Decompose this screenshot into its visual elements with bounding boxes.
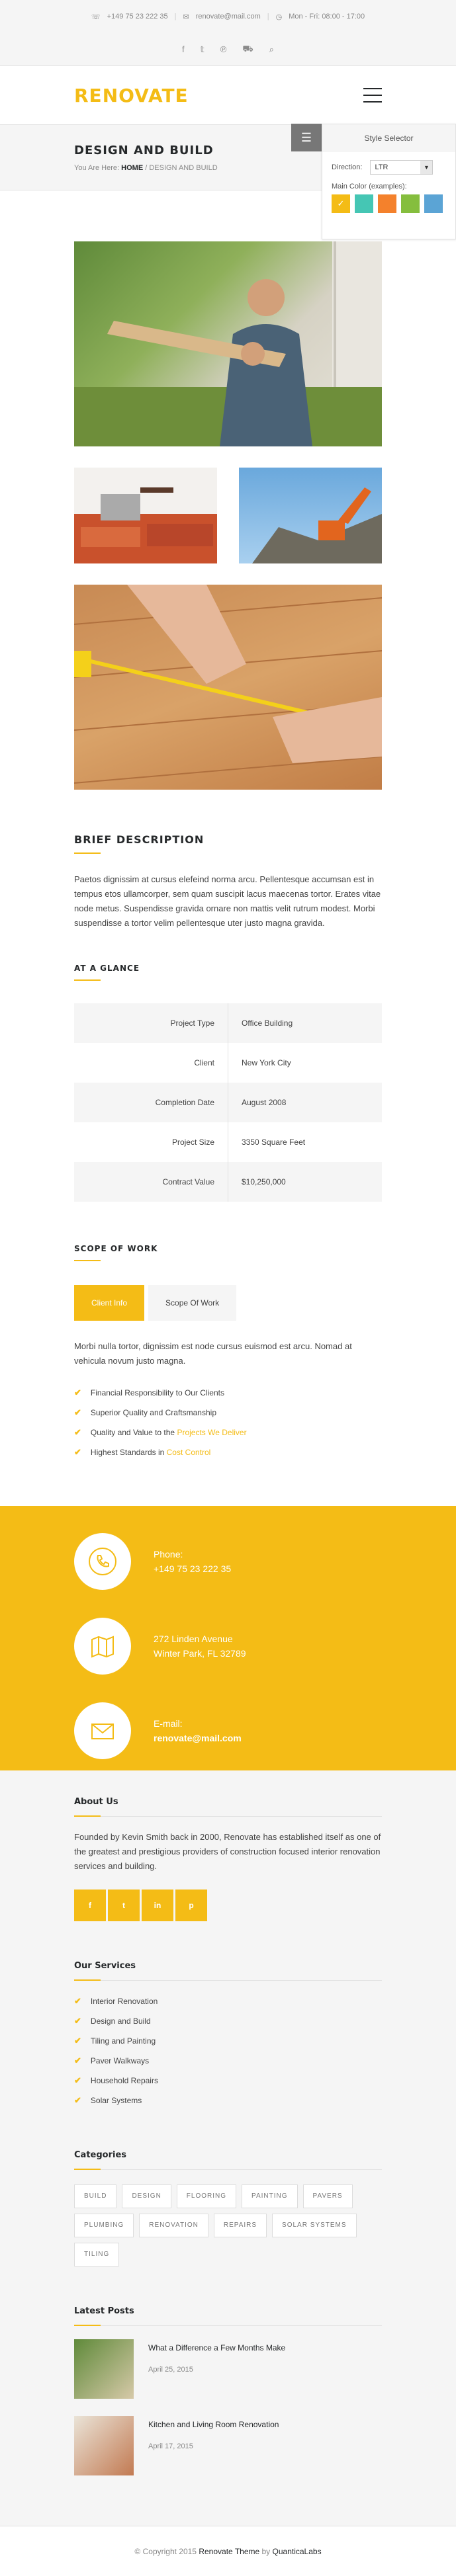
twitter-icon[interactable]: 𝕥 xyxy=(200,44,205,54)
style-selector-title: Style Selector xyxy=(322,124,455,152)
check-icon: ✔ xyxy=(74,2095,81,2105)
envelope-icon xyxy=(74,1702,131,1759)
author-link[interactable]: QuanticaLabs xyxy=(272,2547,322,2556)
color-swatch-orange[interactable] xyxy=(378,194,396,213)
direction-select[interactable] xyxy=(370,160,433,175)
check-icon: ✔ xyxy=(74,1407,81,1417)
heading-underline xyxy=(74,979,101,981)
phone-icon: ☏ xyxy=(91,13,101,21)
footer xyxy=(0,1770,456,2526)
table-key: Completion Date xyxy=(74,1083,228,1122)
footer-social xyxy=(74,1890,382,1921)
contact-email xyxy=(74,1695,382,1766)
check-icon: ✔ xyxy=(74,1447,81,1457)
copyright-bar xyxy=(0,2526,456,2576)
direction-row xyxy=(322,152,455,175)
service-label: Design and Build xyxy=(90,2016,151,2026)
category-tag[interactable]: TILING xyxy=(74,2243,119,2266)
image-row xyxy=(74,468,382,563)
list-item xyxy=(74,1423,382,1442)
table-value: $10,250,000 xyxy=(228,1162,383,1202)
project-image-measuring xyxy=(74,585,382,790)
post-thumbnail[interactable] xyxy=(74,2416,134,2475)
post-date: April 17, 2015 xyxy=(148,2442,193,2450)
category-tag[interactable]: REPAIRS xyxy=(214,2214,267,2237)
project-image-excavator xyxy=(239,468,382,563)
table-value: 3350 Square Feet xyxy=(242,1138,306,1147)
contact-phone xyxy=(74,1526,382,1597)
project-image-bricks xyxy=(74,468,217,563)
color-swatch-blue[interactable] xyxy=(424,194,443,213)
style-selector-panel xyxy=(322,124,456,239)
table-key: Project Type xyxy=(74,1003,228,1043)
about-section xyxy=(74,1797,382,1921)
table-key: Project Size xyxy=(74,1122,228,1162)
table-row xyxy=(74,1043,382,1083)
list-item[interactable] xyxy=(74,2011,382,2031)
glance-table xyxy=(74,1003,382,1202)
check-icon: ✔ xyxy=(74,2056,81,2065)
service-label: Tiling and Painting xyxy=(90,2036,156,2046)
logo[interactable]: RENOVATE xyxy=(74,84,189,106)
carpenter-illustration xyxy=(74,241,382,446)
list-item-text: Financial Responsibility to Our Clients xyxy=(90,1388,224,1397)
pinterest-icon[interactable]: p xyxy=(175,1890,207,1921)
color-swatch-green[interactable] xyxy=(401,194,420,213)
project-image-carpenter xyxy=(74,241,382,446)
check-icon: ✔ xyxy=(74,1388,81,1397)
chevron-down-icon: ▼ xyxy=(420,161,432,174)
table-row xyxy=(74,1122,382,1162)
table-value: Office Building xyxy=(228,1003,383,1043)
search-icon[interactable]: ⌕ xyxy=(269,44,274,54)
check-icon: ✔ xyxy=(74,2075,81,2085)
brief-heading: BRIEF DESCRIPTION xyxy=(74,833,205,846)
category-tags xyxy=(74,2184,382,2266)
clock-icon: ◷ xyxy=(275,13,283,21)
phone-number[interactable]: +149 75 23 222 35 xyxy=(154,1563,232,1574)
copyright-text: © Copyright 2015 xyxy=(134,2547,199,2556)
category-tag[interactable]: RENOVATION xyxy=(139,2214,208,2237)
copyright-by: by xyxy=(259,2547,273,2556)
linkedin-icon[interactable]: in xyxy=(142,1890,173,1921)
address-line1: 272 Linden Avenue xyxy=(154,1634,233,1644)
list-item xyxy=(74,1383,382,1403)
category-tag[interactable]: PAINTING xyxy=(242,2184,297,2208)
about-title: About Us xyxy=(74,1797,382,1817)
services-list xyxy=(74,1991,382,2110)
sliders-icon[interactable]: ☰ xyxy=(291,124,322,151)
phone-label: Phone: xyxy=(154,1549,183,1559)
divider: | xyxy=(174,13,177,21)
cost-control-link[interactable]: Cost Control xyxy=(166,1448,211,1457)
post-title[interactable]: What a Difference a Few Months Make xyxy=(148,2343,286,2352)
menu-icon[interactable] xyxy=(363,88,382,103)
email-label: E-mail: xyxy=(154,1718,183,1729)
category-tag[interactable]: DESIGN xyxy=(122,2184,171,2208)
breadcrumb-current: / DESIGN AND BUILD xyxy=(145,164,218,172)
map-icon xyxy=(74,1618,131,1675)
direction-label: Direction: xyxy=(332,163,363,171)
colors-label: Main Color (examples): xyxy=(332,183,407,190)
heading-underline xyxy=(74,852,101,854)
header xyxy=(0,66,456,124)
list-item-text: Superior Quality and Craftsmanship xyxy=(90,1408,216,1417)
phone-icon xyxy=(74,1533,131,1590)
post-title[interactable]: Kitchen and Living Room Renovation xyxy=(148,2420,279,2429)
post-item[interactable] xyxy=(74,2339,382,2403)
direction-value: LTR xyxy=(375,163,388,171)
mail-icon: ✉ xyxy=(183,13,189,21)
color-swatch-teal[interactable] xyxy=(355,194,373,213)
about-text: Founded by Kevin Smith back in 2000, Renovate has established itself as one of the greatest and prestigious providers of construction focused interior renovation services and building. xyxy=(74,1832,381,1871)
breadcrumb-prefix: You Are Here: xyxy=(74,164,120,172)
scope-checklist xyxy=(74,1383,382,1462)
table-value: New York City xyxy=(242,1058,291,1067)
scope-text: Morbi nulla tortor, dignissim est node cursus euismod est arcu. Nomad at vehicula novum justo magna. xyxy=(74,1341,352,1366)
breadcrumb-home[interactable]: HOME xyxy=(121,164,144,172)
brief-section xyxy=(74,833,382,931)
service-label: Interior Renovation xyxy=(90,1997,158,2006)
categories-section xyxy=(74,2150,382,2266)
scope-section xyxy=(74,1244,382,1462)
scope-heading: SCOPE OF WORK xyxy=(74,1244,158,1253)
facebook-icon[interactable]: f xyxy=(74,1890,106,1921)
table-key: Contract Value xyxy=(74,1162,228,1202)
page-title-bar xyxy=(0,124,456,208)
services-section xyxy=(74,1961,382,2110)
address-line2: Winter Park, FL 32789 xyxy=(154,1648,246,1659)
divider: | xyxy=(267,13,269,21)
service-label: Paver Walkways xyxy=(90,2056,150,2065)
category-tag[interactable]: FLOORING xyxy=(177,2184,236,2208)
category-tag[interactable]: SOLAR SYSTEMS xyxy=(272,2214,356,2237)
list-item-text: Highest Standards in xyxy=(90,1448,167,1457)
list-item[interactable] xyxy=(74,2051,382,2071)
pinterest-icon[interactable]: ℗ xyxy=(220,44,227,54)
service-label: Solar Systems xyxy=(90,2096,142,2105)
services-title: Our Services xyxy=(74,1961,382,1981)
contact-band xyxy=(0,1506,456,1770)
check-icon: ✔ xyxy=(74,1996,81,2006)
service-label: Household Repairs xyxy=(90,2076,158,2085)
twitter-icon[interactable]: t xyxy=(108,1890,140,1921)
list-item-text: Quality and Value to the xyxy=(90,1428,177,1437)
projects-link[interactable]: Projects We Deliver xyxy=(177,1428,247,1437)
table-row xyxy=(74,1162,382,1202)
main-content xyxy=(0,241,456,1462)
category-tag[interactable]: BUILD xyxy=(74,2184,116,2208)
topbar-email[interactable]: renovate@mail.com xyxy=(195,13,261,21)
table-row xyxy=(74,1003,382,1043)
table-value: August 2008 xyxy=(228,1083,383,1122)
email-address[interactable]: renovate@mail.com xyxy=(154,1733,242,1743)
glance-section xyxy=(74,964,382,1202)
latest-posts-section xyxy=(74,2306,382,2479)
cart-icon[interactable]: ⛟ xyxy=(242,43,253,54)
brief-text: Paetos dignissim at cursus elefeind norma arcu. Pellentesque accumsan est in tempus etos ullamcorper, sem quam suscipit lacus maecenas tortor. Erates vitae node metus. Suspendisse gravida ornare non mattis velit rutrum modest. Morbi suspendisse a tortor velim pellentesque uter justo magna gravida. xyxy=(74,874,381,928)
color-swatches xyxy=(322,194,455,213)
posts-title: Latest Posts xyxy=(74,2306,382,2326)
list-item[interactable] xyxy=(74,2091,382,2110)
page-title: DESIGN AND BUILD xyxy=(74,144,214,157)
post-thumbnail[interactable] xyxy=(74,2339,134,2399)
list-item xyxy=(74,1403,382,1423)
contact-address xyxy=(74,1610,382,1682)
list-item xyxy=(74,1442,382,1462)
topbar-hours: Mon - Fri: 08:00 - 17:00 xyxy=(289,13,365,21)
category-tag[interactable]: PLUMBING xyxy=(74,2214,134,2237)
tab-client-info[interactable]: Client Info xyxy=(74,1285,144,1321)
table-row xyxy=(74,1083,382,1122)
theme-link[interactable]: Renovate Theme xyxy=(199,2547,260,2556)
category-tag[interactable]: PAVERS xyxy=(303,2184,353,2208)
heading-underline xyxy=(74,1260,101,1261)
check-icon: ✔ xyxy=(74,1427,81,1437)
post-item[interactable] xyxy=(74,2416,382,2479)
tab-scope-of-work[interactable]: Scope Of Work xyxy=(148,1285,236,1321)
list-item[interactable] xyxy=(74,1991,382,2011)
glance-heading: AT A GLANCE xyxy=(74,964,140,973)
topbar-phone: +149 75 23 222 35 xyxy=(107,13,168,21)
categories-title: Categories xyxy=(74,2150,382,2170)
list-item[interactable] xyxy=(74,2031,382,2051)
color-swatch-yellow[interactable]: ✓ xyxy=(332,194,350,213)
scope-tabs xyxy=(74,1285,382,1321)
topbar xyxy=(0,0,456,33)
list-item[interactable] xyxy=(74,2071,382,2091)
check-icon: ✔ xyxy=(74,2016,81,2026)
social-bar xyxy=(0,33,456,66)
table-key: Client xyxy=(74,1043,228,1083)
check-icon: ✔ xyxy=(74,2036,81,2046)
post-date: April 25, 2015 xyxy=(148,2366,193,2374)
facebook-icon[interactable]: f xyxy=(182,44,185,54)
